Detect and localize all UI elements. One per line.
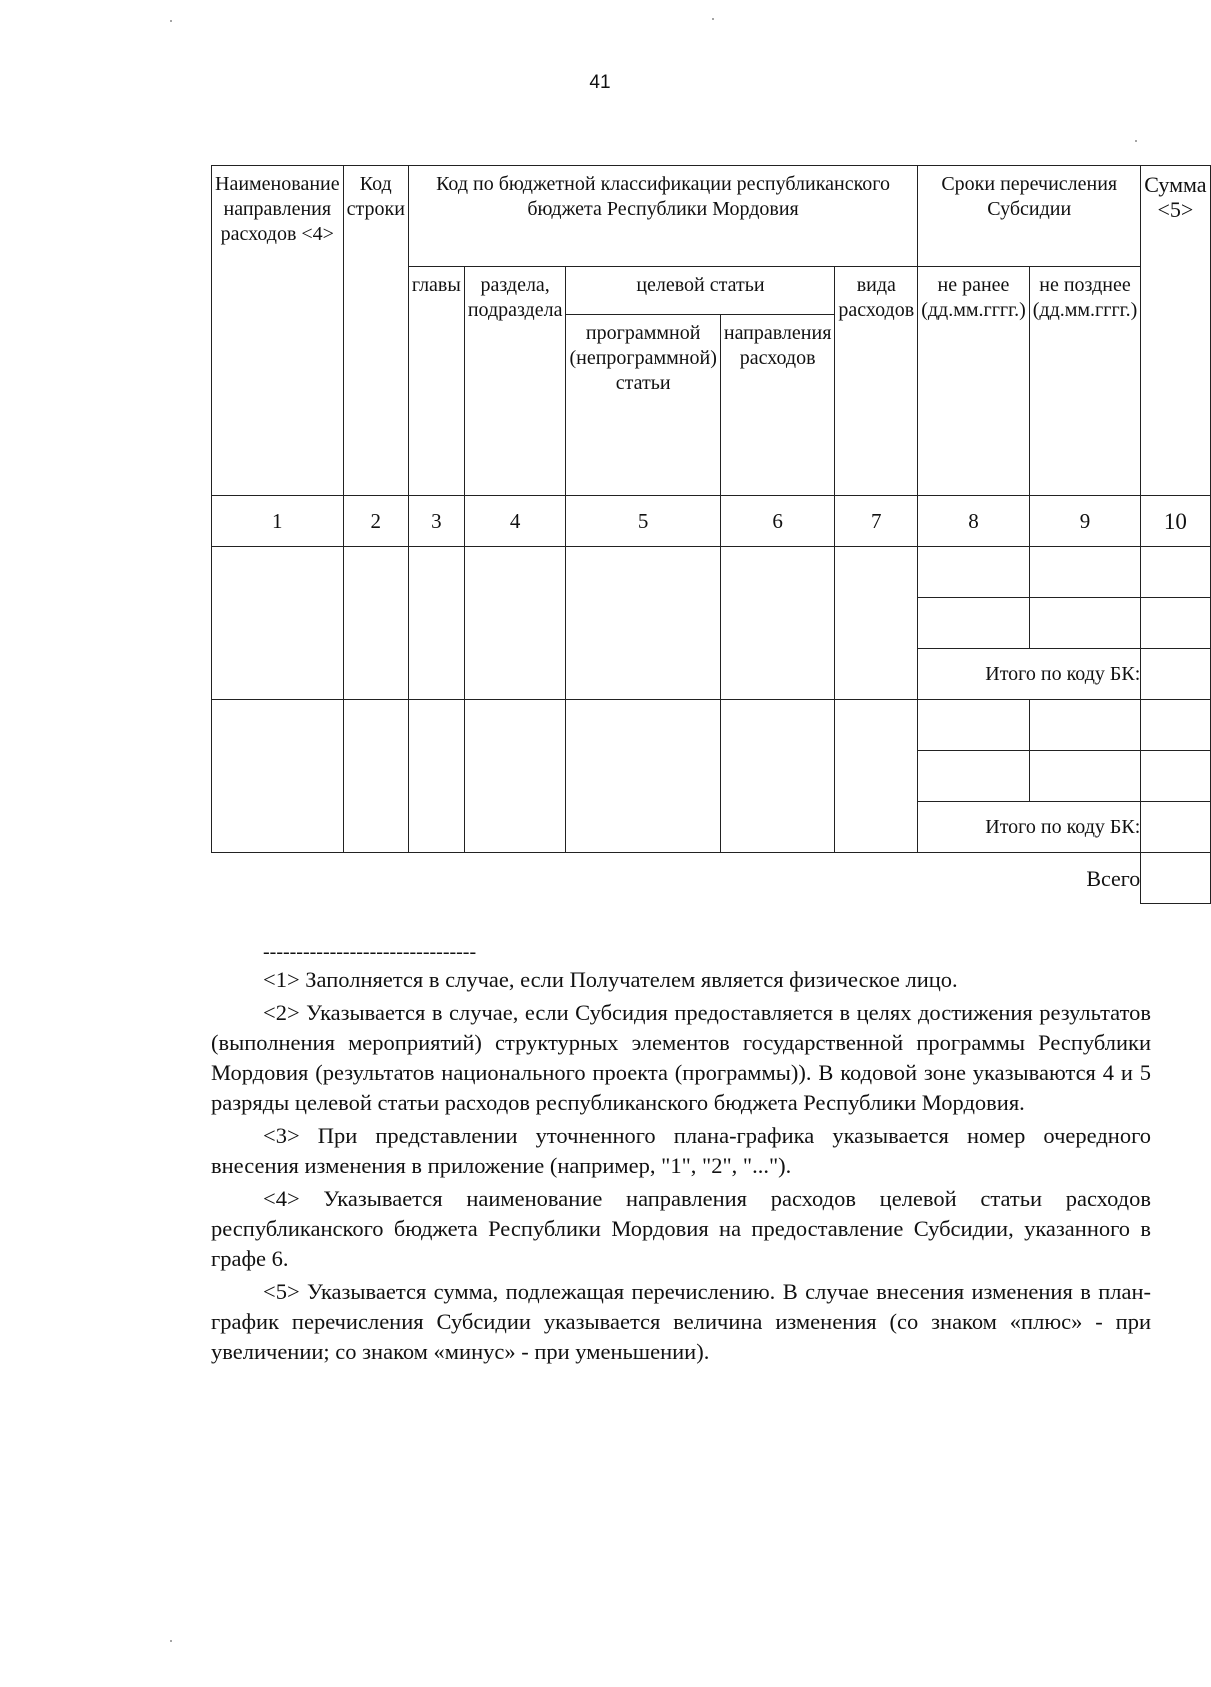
table-cell bbox=[918, 598, 1030, 649]
page-number: 41 bbox=[589, 72, 611, 93]
table-cell bbox=[720, 700, 835, 853]
header-direction-name: Наименование направления расходов <4> bbox=[212, 166, 344, 496]
table-cell bbox=[408, 547, 464, 700]
table-cell bbox=[918, 751, 1030, 802]
table-cell bbox=[1141, 547, 1210, 598]
footnote-1: <1> Заполняется в случае, если Получателем является физическое лицо. bbox=[263, 967, 958, 992]
column-number: 6 bbox=[720, 496, 835, 547]
grand-total-value bbox=[1141, 853, 1210, 904]
header-not-later: не позднее (дд.мм.гггг.) bbox=[1029, 267, 1141, 496]
scan-speck bbox=[170, 1640, 172, 1642]
header-section: раздела, подраздела bbox=[464, 267, 566, 496]
column-number: 5 bbox=[566, 496, 720, 547]
table-cell bbox=[1029, 700, 1141, 751]
table-cell bbox=[464, 547, 566, 700]
footnotes bbox=[211, 941, 1151, 1367]
header-expense-direction: направления расходов bbox=[720, 315, 835, 496]
table-cell bbox=[212, 700, 344, 853]
subtotal-label: Итого по коду БК: bbox=[918, 649, 1141, 700]
table-cell bbox=[408, 700, 464, 853]
table-cell bbox=[566, 547, 720, 700]
footnote-3: <3> При представлении уточненного плана-графика указывается номер очередного внесения изменения в приложение (например, "1", "2", "..."). bbox=[211, 1123, 1151, 1178]
header-not-earlier: не ранее (дд.мм.гггг.) bbox=[918, 267, 1030, 496]
footnote-2: <2> Указывается в случае, если Субсидия предоставляется в целях достижения результатов (выполнения мероприятий) структурных элементов государственной программы Республики Мордовия (результатов национального проекта (программы)). В кодовой зоне указываются 4 и 5 разряды целевой статьи расходов республиканского бюджета Республики Мордовия. bbox=[211, 1000, 1151, 1115]
scan-speck bbox=[1135, 140, 1137, 142]
table-cell bbox=[1029, 547, 1141, 598]
table-cell bbox=[835, 547, 918, 700]
header-chapter: главы bbox=[408, 267, 464, 496]
header-program-article: программной (непрограммной) статьи bbox=[566, 315, 720, 496]
table-cell bbox=[212, 547, 344, 700]
column-number: 2 bbox=[343, 496, 408, 547]
header-budget-classification: Код по бюджетной классификации республиканского бюджета Республики Мордовия bbox=[408, 166, 917, 267]
table-cell bbox=[918, 547, 1030, 598]
grand-total-label: Всего bbox=[1086, 865, 1141, 891]
table-cell bbox=[343, 700, 408, 853]
table-cell bbox=[464, 700, 566, 853]
subtotal-value bbox=[1141, 802, 1210, 853]
footnote-separator: -------------------------------- bbox=[263, 941, 477, 963]
table-cell bbox=[918, 700, 1030, 751]
table-cell bbox=[720, 547, 835, 700]
column-number: 1 bbox=[212, 496, 344, 547]
header-transfer-terms: Сроки перечисления Субсидии bbox=[918, 166, 1141, 267]
table-cell bbox=[1029, 751, 1141, 802]
table-cell bbox=[566, 700, 720, 853]
subtotal-label: Итого по коду БК: bbox=[918, 802, 1141, 853]
header-target-article: целевой статьи bbox=[566, 267, 835, 315]
column-number: 10 bbox=[1141, 496, 1210, 547]
footnote-5: <5> Указывается сумма, подлежащая перечислению. В случае внесения изменения в план-график перечисления Субсидии указывается величина изменения (со знаком «плюс» - при увеличении; со знаком «минус» - при уменьшении). bbox=[211, 1279, 1151, 1364]
table-cell bbox=[835, 700, 918, 853]
table-cell bbox=[1141, 751, 1210, 802]
column-number: 3 bbox=[408, 496, 464, 547]
header-expense-type: вида расходов bbox=[835, 267, 918, 496]
table-cell bbox=[343, 547, 408, 700]
scan-speck bbox=[712, 18, 714, 20]
header-row-code: Код строки bbox=[343, 166, 408, 496]
subtotal-value bbox=[1141, 649, 1210, 700]
column-number: 4 bbox=[464, 496, 566, 547]
table-cell bbox=[1141, 700, 1210, 751]
header-sum: Сумма <5> bbox=[1141, 166, 1210, 496]
column-number: 7 bbox=[835, 496, 918, 547]
column-number: 8 bbox=[918, 496, 1030, 547]
table-cell bbox=[1029, 598, 1141, 649]
footnote-4: <4> Указывается наименование направления расходов целевой статьи расходов республиканского бюджета Республики Мордовия на предоставление Субсидии, указанного в графе 6. bbox=[211, 1186, 1151, 1271]
scan-speck bbox=[170, 20, 172, 22]
table-cell bbox=[1141, 598, 1210, 649]
payment-schedule-table bbox=[211, 165, 1211, 904]
column-number: 9 bbox=[1029, 496, 1141, 547]
